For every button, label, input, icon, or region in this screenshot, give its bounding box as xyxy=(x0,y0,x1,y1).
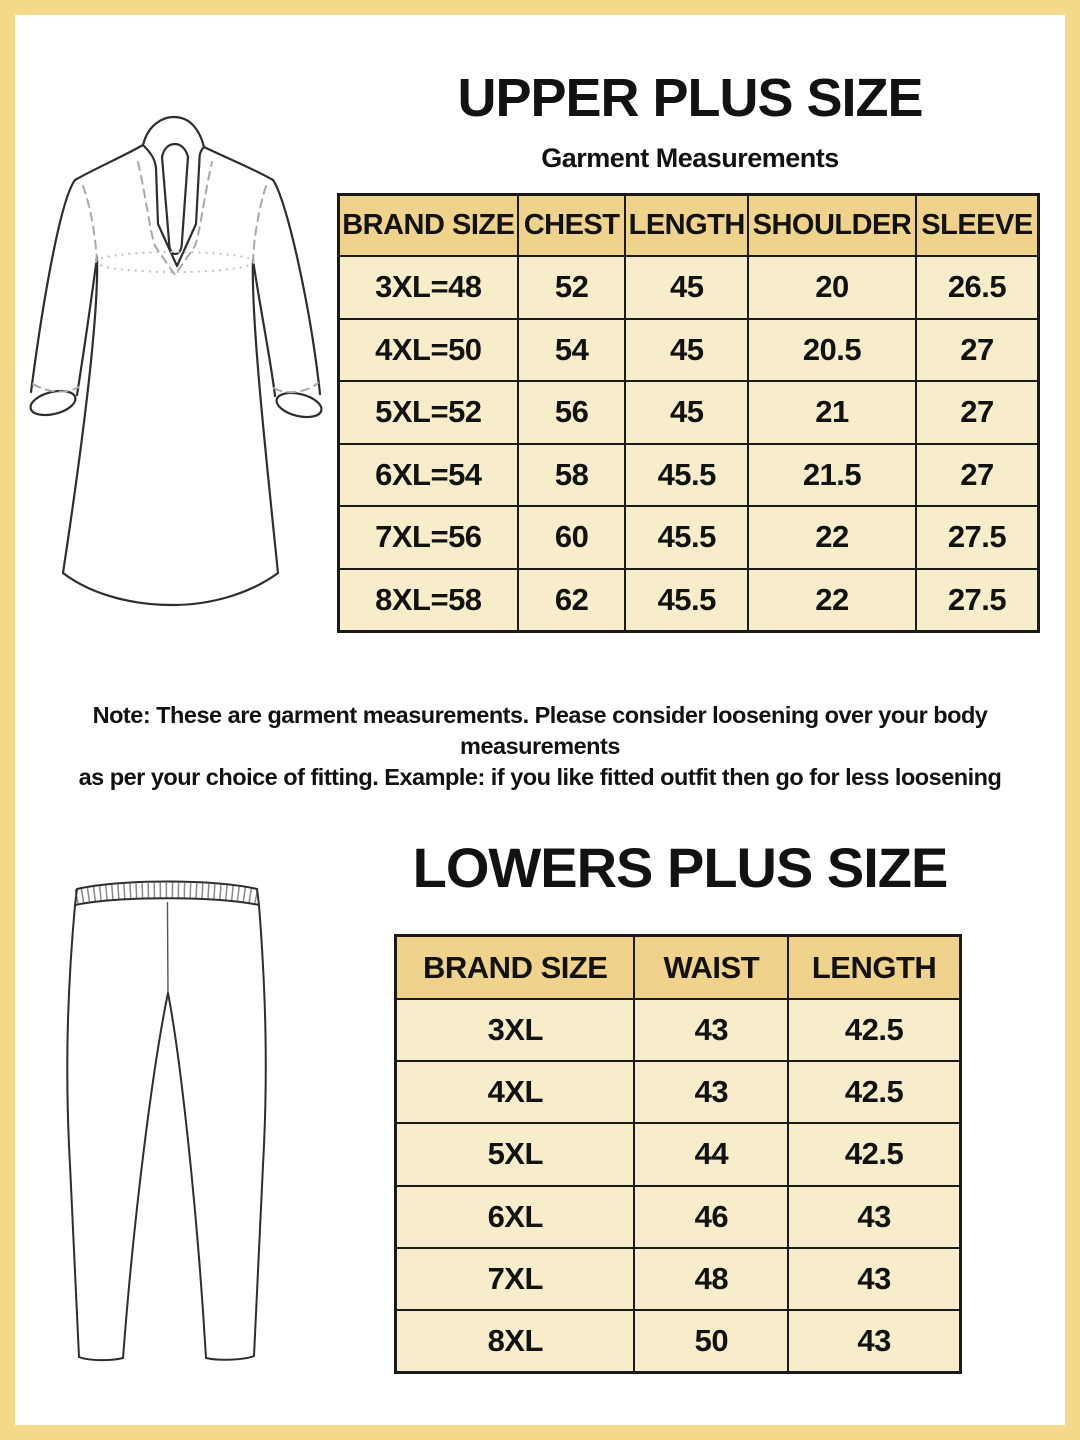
measurement-cell: 43 xyxy=(788,1186,960,1248)
brand-size-cell: 3XL=48 xyxy=(339,256,518,319)
column-header: WAIST xyxy=(634,936,788,1000)
measurement-cell: 27 xyxy=(916,444,1039,507)
measurement-cell: 27 xyxy=(916,319,1039,382)
table-row xyxy=(396,1248,961,1310)
measurement-note xyxy=(60,700,1020,793)
table-row xyxy=(396,1061,961,1123)
brand-size-cell: 3XL xyxy=(396,999,635,1061)
brand-size-cell: 5XL xyxy=(396,1123,635,1185)
measurement-cell: 42.5 xyxy=(788,1061,960,1123)
measurement-cell: 21 xyxy=(748,381,916,444)
column-header: CHEST xyxy=(518,195,626,257)
measurement-cell: 43 xyxy=(788,1310,960,1373)
table-row xyxy=(396,1186,961,1248)
measurement-cell: 45 xyxy=(625,381,748,444)
note-line-1: Note: These are garment measurements. Please consider loosening over your body measurements xyxy=(92,702,988,759)
measurement-cell: 27.5 xyxy=(916,569,1039,632)
column-header: LENGTH xyxy=(625,195,748,257)
measurement-cell: 45 xyxy=(625,256,748,319)
upper-size-table xyxy=(337,193,1040,633)
brand-size-cell: 7XL=56 xyxy=(339,506,518,569)
brand-size-cell: 8XL xyxy=(396,1310,635,1373)
measurement-cell: 48 xyxy=(634,1248,788,1310)
measurement-cell: 45.5 xyxy=(625,506,748,569)
measurement-cell: 27 xyxy=(916,381,1039,444)
brand-size-cell: 6XL xyxy=(396,1186,635,1248)
upper-section-title: UPPER PLUS SIZE xyxy=(457,68,923,128)
leggings-illustration xyxy=(60,875,275,1370)
measurement-cell: 26.5 xyxy=(916,256,1039,319)
measurement-cell: 50 xyxy=(634,1310,788,1373)
measurement-cell: 42.5 xyxy=(788,999,960,1061)
column-header: SHOULDER xyxy=(748,195,916,257)
table-row xyxy=(339,256,1039,319)
measurement-cell: 52 xyxy=(518,256,626,319)
brand-size-cell: 5XL=52 xyxy=(339,381,518,444)
brand-size-cell: 8XL=58 xyxy=(339,569,518,632)
note-line-2: as per your choice of fitting. Example: if you like fitted outfit then go for less loosening xyxy=(78,764,1002,790)
table-row xyxy=(339,381,1039,444)
measurement-cell: 20 xyxy=(748,256,916,319)
lower-size-table xyxy=(394,934,962,1374)
measurement-cell: 21.5 xyxy=(748,444,916,507)
measurement-cell: 45 xyxy=(625,319,748,382)
kurta-illustration xyxy=(22,112,347,662)
measurement-cell: 22 xyxy=(748,569,916,632)
measurement-cell: 20.5 xyxy=(748,319,916,382)
brand-size-cell: 4XL xyxy=(396,1061,635,1123)
header-row xyxy=(396,936,961,1000)
measurement-cell: 43 xyxy=(788,1248,960,1310)
measurement-cell: 60 xyxy=(518,506,626,569)
table-row xyxy=(339,506,1039,569)
upper-section-subtitle: Garment Measurements xyxy=(541,143,839,173)
measurement-cell: 45.5 xyxy=(625,569,748,632)
measurement-cell: 22 xyxy=(748,506,916,569)
lower-section-title: LOWERS PLUS SIZE xyxy=(412,836,948,899)
measurement-cell: 58 xyxy=(518,444,626,507)
measurement-cell: 62 xyxy=(518,569,626,632)
measurement-cell: 46 xyxy=(634,1186,788,1248)
measurement-cell: 42.5 xyxy=(788,1123,960,1185)
brand-size-cell: 6XL=54 xyxy=(339,444,518,507)
table-row xyxy=(396,1123,961,1185)
table-row xyxy=(339,569,1039,632)
column-header: BRAND SIZE xyxy=(339,195,518,257)
measurement-cell: 43 xyxy=(634,1061,788,1123)
measurement-cell: 44 xyxy=(634,1123,788,1185)
table-row xyxy=(339,444,1039,507)
measurement-cell: 54 xyxy=(518,319,626,382)
measurement-cell: 27.5 xyxy=(916,506,1039,569)
measurement-cell: 56 xyxy=(518,381,626,444)
header-row xyxy=(339,195,1039,257)
column-header: LENGTH xyxy=(788,936,960,1000)
table-row xyxy=(396,999,961,1061)
table-row xyxy=(396,1310,961,1373)
brand-size-cell: 4XL=50 xyxy=(339,319,518,382)
measurement-cell: 45.5 xyxy=(625,444,748,507)
column-header: SLEEVE xyxy=(916,195,1039,257)
table-row xyxy=(339,319,1039,382)
measurement-cell: 43 xyxy=(634,999,788,1061)
column-header: BRAND SIZE xyxy=(396,936,635,1000)
brand-size-cell: 7XL xyxy=(396,1248,635,1310)
